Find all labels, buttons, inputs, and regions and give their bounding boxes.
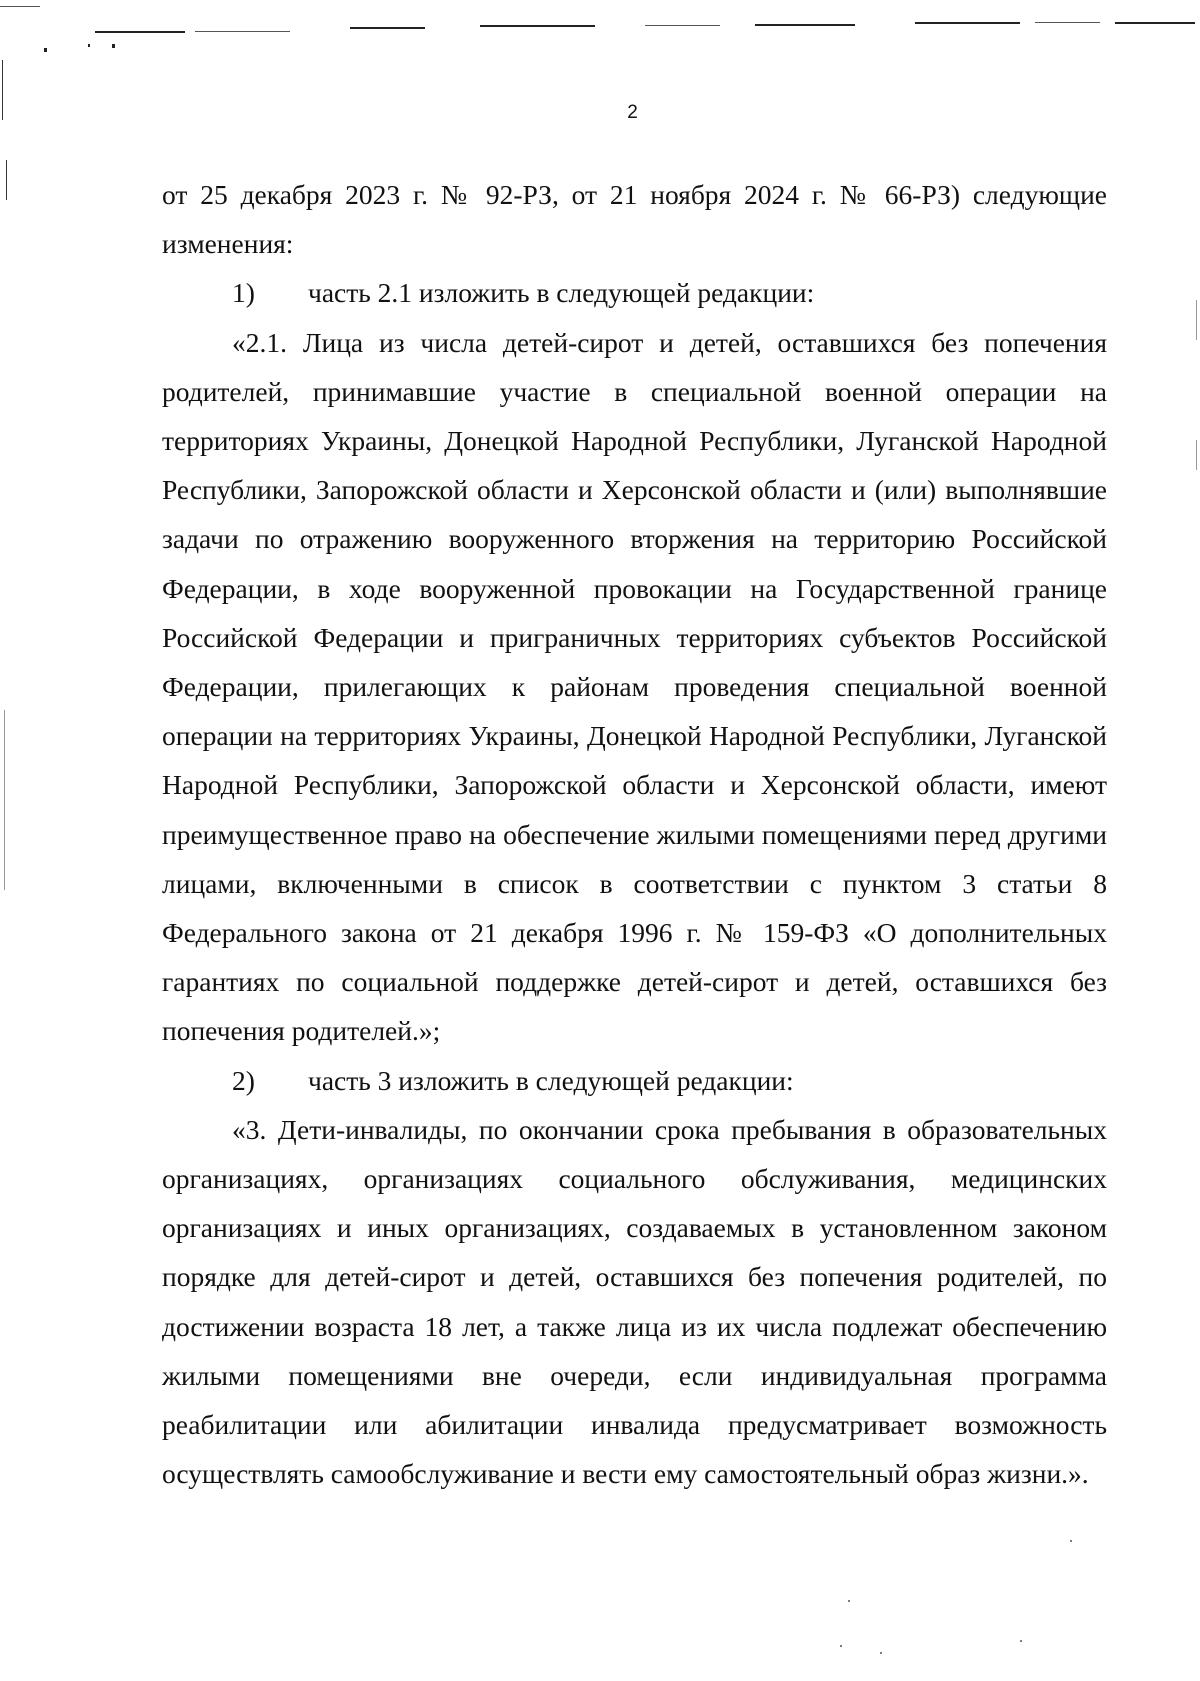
paragraph-intro: от 25 декабря 2023 г. № 92-РЗ, от 21 ноября 2024 г. № 66-РЗ) следующие изменения: <box>162 179 1107 260</box>
scan-artifact-edge <box>4 710 5 890</box>
scan-artifact-line <box>0 6 40 7</box>
scan-artifact-line <box>350 27 425 29</box>
list-item-number: 1) <box>232 277 255 309</box>
paragraph-part-3: «3. Дети-инвалиды, по окончании срока пребывания в образовательных организациях, организациях социального обслуживания, медицинских организациях и иных организациях, создаваемых в установленном законом порядке для детей-сирот и детей, оставшихся без попечения родителей, по достижении возраста 18 лет, а также лица из их числа подлежат обеспечению жилыми помещениями вне очереди, если индивидуальная программа реабилитации или абилитации инвалида предусматривает возможность осуществлять самообслуживание и вести ему самостоятельный образ жизни.». <box>162 1113 1107 1490</box>
scan-artifact-mark <box>112 44 115 48</box>
scan-artifact-dot <box>1020 1640 1022 1642</box>
scan-artifact-line <box>1115 22 1195 24</box>
scan-artifact-mark <box>88 44 90 47</box>
scan-artifact-line <box>915 22 1020 24</box>
list-item-number: 2) <box>232 1064 255 1096</box>
list-item-2 <box>162 1056 1107 1105</box>
scan-artifact-line <box>645 25 720 26</box>
list-item-text: часть 2.1 изложить в следующей редакции: <box>308 277 815 309</box>
scan-artifact-dot <box>848 1600 850 1602</box>
paragraph-part-2-1: «2.1. Лица из числа детей-сирот и детей, оставшихся без попечения родителей, принимавшие участие в специальной военной операции на территориях Украины, Донецкой Народной Республики, Луганской Народной Республики, Запорожской области и Херсонской области и (или) выполнявшие задачи по отражению вооруженного вторжения на территорию Российской Федерации, в ходе вооруженной провокации на Государственной границе Российской Федерации и приграничных территориях субъектов Российской Федерации, прилегающих к районам проведения специальной военной операции на территориях Украины, Донецкой Народной Республики, Луганской Народной Республики, Запорожской области и Херсонской области, имеют преимущественное право на обеспечение жилыми помещениями перед другими лицами, включенными в список в соответствии с пунктом 3 статьи 8 Федерального закона от 21 декабря 1996 г. № 159-ФЗ «О дополнительных гарантиях по социальной поддержке детей-сирот и детей, оставшихся без попечения родителей.»; <box>162 326 1107 1047</box>
scan-artifact-line <box>480 25 595 27</box>
scan-artifact-dot <box>880 1652 882 1654</box>
scan-artifact-line <box>1035 22 1100 23</box>
scan-artifact-edge <box>1196 300 1197 340</box>
scan-artifact-edge <box>6 160 7 200</box>
scan-artifact-line <box>755 24 855 26</box>
scan-artifact-line <box>195 31 290 32</box>
list-item-text: часть 3 изложить в следующей редакции: <box>308 1064 794 1096</box>
scan-artifact-edge <box>1196 440 1197 470</box>
list-item-1 <box>162 268 1107 317</box>
page-number: 2 <box>627 102 638 123</box>
scan-artifact-line <box>95 31 185 33</box>
scan-artifact-dot <box>1070 1540 1072 1542</box>
document-body <box>162 170 1107 1498</box>
scan-artifact-dot <box>840 1645 842 1647</box>
scan-artifact-mark <box>44 48 47 52</box>
